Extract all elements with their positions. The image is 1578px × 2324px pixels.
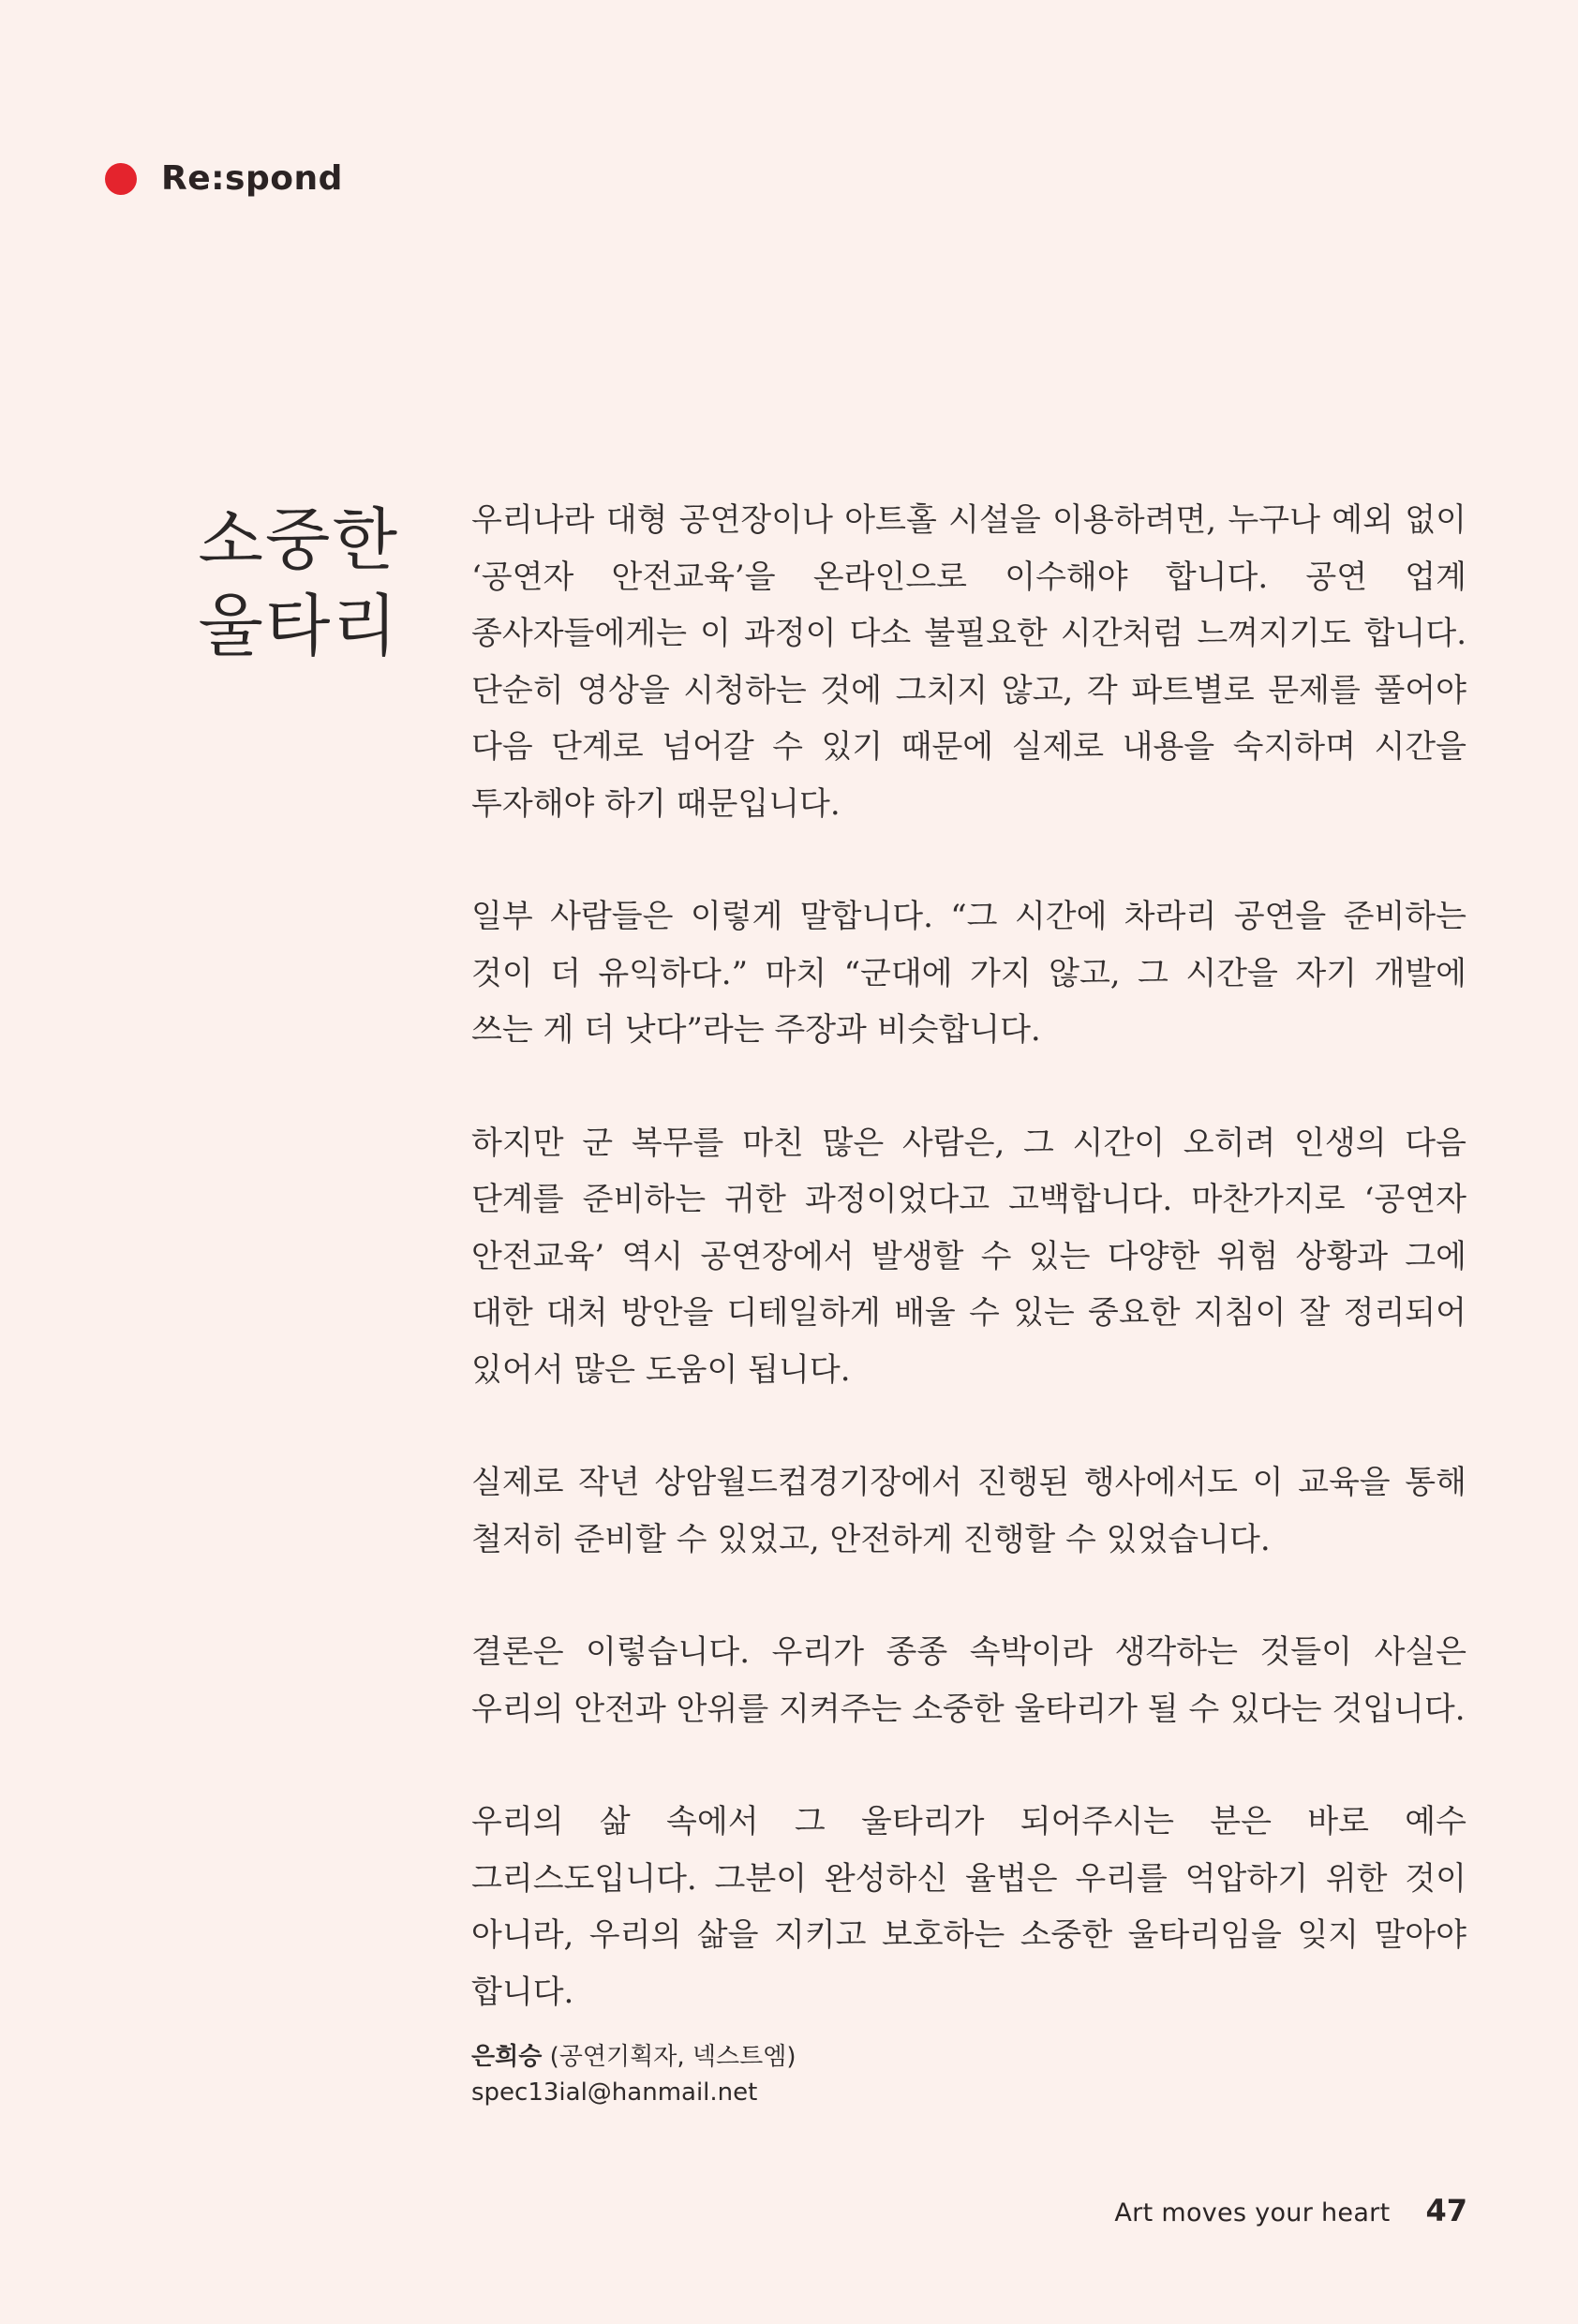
author-name: 은희승	[471, 2043, 543, 2071]
title-line-1: 소중한	[198, 500, 399, 579]
paragraph: 실제로 작년 상암월드컵경기장에서 진행된 행사에서도 이 교육을 통해 철저히 준비할 수 있었고, 안전하게 진행할 수 있었습니다.	[471, 1464, 1466, 1558]
footer-tagline: Art moves your heart	[1114, 2198, 1391, 2227]
section-tag	[105, 159, 343, 198]
page-number: 47	[1425, 2193, 1467, 2228]
paragraph: 하지만 군 복무를 마친 많은 사람은, 그 시간이 오히려 인생의 다음 단계를 준비하는 귀한 과정이었다고 고백합니다. 마찬가지로 ‘공연자 안전교육’ 역시 공연장에서 발생할 수 있는 다양한 위험 상황과 그에 대한 대처 방안을 디테일하게 배울 수 있는 중요한 지침이 잘 정리되어 있어서 많은 도움이 됩니다.	[471, 1124, 1466, 1389]
author-line	[471, 2039, 796, 2075]
red-dot-icon	[105, 163, 137, 195]
paragraph: 결론은 이렇습니다. 우리가 종종 속박이라 생각하는 것들이 사실은 우리의 안전과 안위를 지켜주는 소중한 울타리가 될 수 있다는 것입니다.	[471, 1633, 1466, 1728]
article-body	[471, 492, 1466, 2077]
paragraph: 일부 사람들은 이렇게 말합니다. “그 시간에 차라리 공연을 준비하는 것이 더 유익하다.” 마치 “군대에 가지 않고, 그 시간을 자기 개발에 쓰는 게 더 낫다”라는 주장과 비슷합니다.	[471, 898, 1466, 1049]
article-title	[198, 497, 399, 669]
paragraph: 우리나라 대형 공연장이나 아트홀 시설을 이용하려면, 누구나 예외 없이 ‘공연자 안전교육’을 온라인으로 이수해야 합니다. 공연 업계 종사자들에게는 이 과정이 다소 불필요한 시간처럼 느껴지기도 합니다. 단순히 영상을 시청하는 것에 그치지 않고, 각 파트별로 문제를 풀어야 다음 단계로 넘어갈 수 있기 때문에 실제로 내용을 숙지하며 시간을 투자해야 하기 때문입니다.	[471, 501, 1466, 823]
author-role: (공연기획자, 넥스트엠)	[549, 2043, 796, 2071]
page-footer	[1114, 2193, 1467, 2228]
title-line-2: 울타리	[198, 587, 399, 665]
paragraph: 우리의 삶 속에서 그 울타리가 되어주시는 분은 바로 예수 그리스도입니다. 그분이 완성하신 율법은 우리를 억압하기 위한 것이 아니라, 우리의 삶을 지키고 보호하는 소중한 울타리임을 잊지 말아야 합니다.	[471, 1803, 1466, 2011]
section-label: Re:spond	[161, 159, 343, 198]
author-email: spec13ial@hanmail.net	[471, 2078, 758, 2107]
author-info	[471, 2039, 796, 2110]
